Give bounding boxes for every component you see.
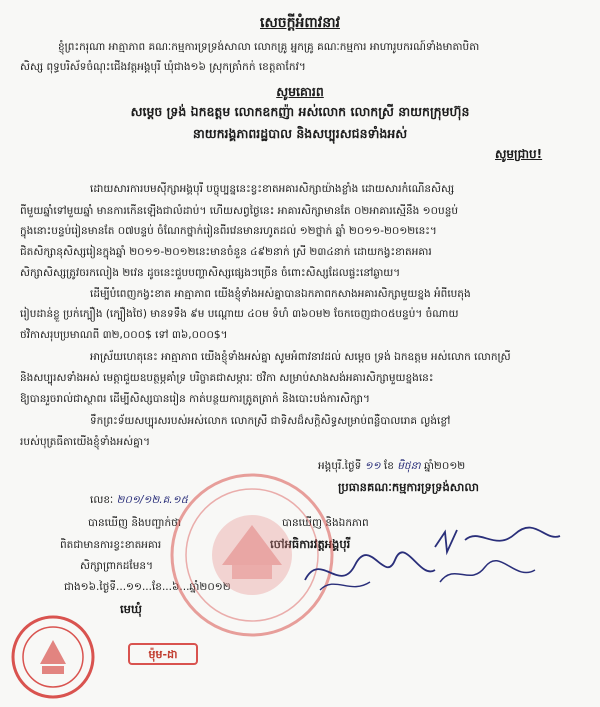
addressee-line-1: សម្តេច ទ្រង់ ឯកឧត្តម លោកឧកញ៉ា អស់លោក លោកស្រី នាយកក្រុមហ៊ុន	[130, 104, 470, 119]
stamp-name-box	[128, 643, 198, 665]
intro-line-1: ខ្ញុំព្រះករុណា អាត្មាភាព គណៈកម្មការទ្រទ្រង់សាលា លោកគ្រូ អ្នកគ្រូ គណៈកម្មការ អាហារូបករណ៍ទាំងមាតាបិតា	[58, 41, 480, 53]
para1-line-2: ពីមួយឆ្នាំទៅមួយឆ្នាំ មានការកើនឡើងជាលំដាប់។ ហើយសព្វថ្ងៃនេះ អាគារសិក្សាមានតែ ០២អាគារស្មើនឹង ១០បន្ទប់	[20, 205, 459, 217]
signature-right-icon	[425, 522, 565, 592]
ref-label: លេខៈ	[90, 494, 114, 506]
date-year: ឆ្នាំ២០១២	[423, 460, 466, 472]
signature-middle-icon	[300, 540, 440, 600]
monk-title: ចៅអធិការវត្តអង្គបុរី	[270, 537, 351, 551]
para3-line-2: និងសប្បុរសទាំងអស់ មេត្តាជួយឧបត្ថម្ភគាំទ្រ បរិច្ចាគជាសម្ភារៈ ថវិកា សម្រាប់សាងសង់អគារសិក្សាមួយខ្នងនេះ	[20, 372, 434, 384]
intro-line-2: សិស្ស ពុទ្ធបរិស័ទចំណុះជើងវត្តអង្គបុរី ឃុំជាង១៦ ស្រុកត្រាំកក់ ខេត្តតាកែវ។	[20, 61, 306, 73]
seen-middle: បានឃើញ និងឯកភាព	[282, 517, 369, 529]
para2-line-3: ថវិកាសរុបប្រមាណពី ៣២,០០០$ ទៅ ៣៦,០០០$។	[20, 329, 228, 341]
para1-line-3: ក្នុងនោះបន្ទប់រៀនមានតែ ០៧បន្ទប់ ចំណែកថ្នាក់រៀនពីរវេនមានរហូតដល់ ១២ថ្នាក់ ឆ្នាំ ២០១១-២០១២នេះ។	[20, 225, 437, 237]
inform-label: សូមជ្រាប!	[495, 147, 543, 161]
para3-line-1: អាស្រ័យហេតុនេះ អាត្មាភាព យើងខ្ញុំទាំងអស់គ្នា សូមអំពាវនាវដល់ សម្តេច ទ្រង់ ឯកឧត្តម អស់លោក លោកស្រី	[90, 351, 511, 363]
para1-line-4: ជិតសិក្សានុសិស្សរៀនក្នុងឆ្នាំ ២០១១-២០១២នេះមានចំនួន ៤៩២នាក់ ស្រី ២៣៤នាក់ ដោយកង្វះខាតអគារ	[20, 246, 432, 258]
addressee-label: សូមគោរព	[276, 84, 324, 99]
para1-line-1: ដោយសារការបមស៊ីក្សាអង្គបុរី បច្ចុប្បន្ននេះខ្វះខាតអគារសិក្សាយ៉ាងខ្លាំង ដោយសារកំណើនសិស្ស	[90, 183, 455, 195]
date-month: មិថុនា	[397, 460, 421, 472]
date-month-label: ខែ	[383, 460, 394, 472]
para1-line-5: សិក្សាសិស្សត្រូវចរកលៀង ២វេន ដូចនេះជួបបញ្ហាសិស្សផ្សេងៗច្រើន ចំពោះសិស្សដែលផ្ទះនៅឆ្ងាយ។	[20, 267, 401, 279]
left-block-line-1: ពិតជាមានការខ្វះខាតអគារ	[60, 539, 162, 551]
addressee-line-2: នាយករង្គភាពរដ្ឋបាល និងសប្បុរសជនទាំងអស់	[192, 126, 408, 141]
ref-number: ២០១/១២.គ.១៥	[116, 494, 189, 506]
document-title: សេចក្តីអំពាវនាវ	[260, 15, 340, 31]
para4-line-1: ទឹកព្រះទ័យសប្បុរសរបស់អស់លោក លោកស្រី ជាទិសដ៏សក្តិសិទ្ធសម្រាប់ពន្លឺបាលរោគ ល្ងង់ខ្លៅ	[90, 415, 451, 427]
left-date: ជាង១៦.ថ្ងៃទី...១១...ខែ...៦...ឆ្នាំ២០១២	[64, 581, 231, 593]
para2-line-2: រៀបដាន់ខ្លួ ប្រក់ក្បឿង (ក្បឿងថៃ) មានទទឹង ៩ម បណ្តោយ ៤០ម ទំហំ ៣៦០ម២ ចែកចេញជា០៥បន្ទប់។ ចំណាយ	[20, 308, 459, 320]
para2-line-1: ដើម្បីបំពេញកង្វះខាត អាត្មាភាព យើងខ្ញុំទាំងអស់គ្នាបានឯកភាពកសាងអគារសិក្សាមួយខ្នង អំពីបេតុង	[90, 288, 471, 300]
date-day: ១១	[364, 460, 381, 472]
left-block-line-2: សិក្សាព្រាកដមែន។	[80, 560, 154, 572]
small-seal-icon	[8, 612, 98, 702]
stamp-name: ម៉ុម-ដា	[148, 648, 178, 661]
date-prefix: អង្គបុរី.ថ្ងៃទី	[318, 460, 362, 472]
para4-line-2: របស់បុត្រធីតាយើងខ្ញុំទាំងអស់គ្នា។	[20, 436, 151, 448]
seen-left: បានឃើញ និងបញ្ជាក់ថា	[88, 517, 182, 529]
signer-title: ប្រធានគណៈកម្មការទ្រទ្រង់សាលា	[338, 480, 479, 494]
para3-line-3: ឱ្យបានរួចរាល់ជាស្ថាពរ ដើម្បីសិស្សបានរៀន កាត់បន្ថយការត្រូតត្រាក់ និងបោះបង់ការសិក្សា។	[20, 393, 370, 405]
left-role: មេឃុំ	[120, 602, 142, 616]
